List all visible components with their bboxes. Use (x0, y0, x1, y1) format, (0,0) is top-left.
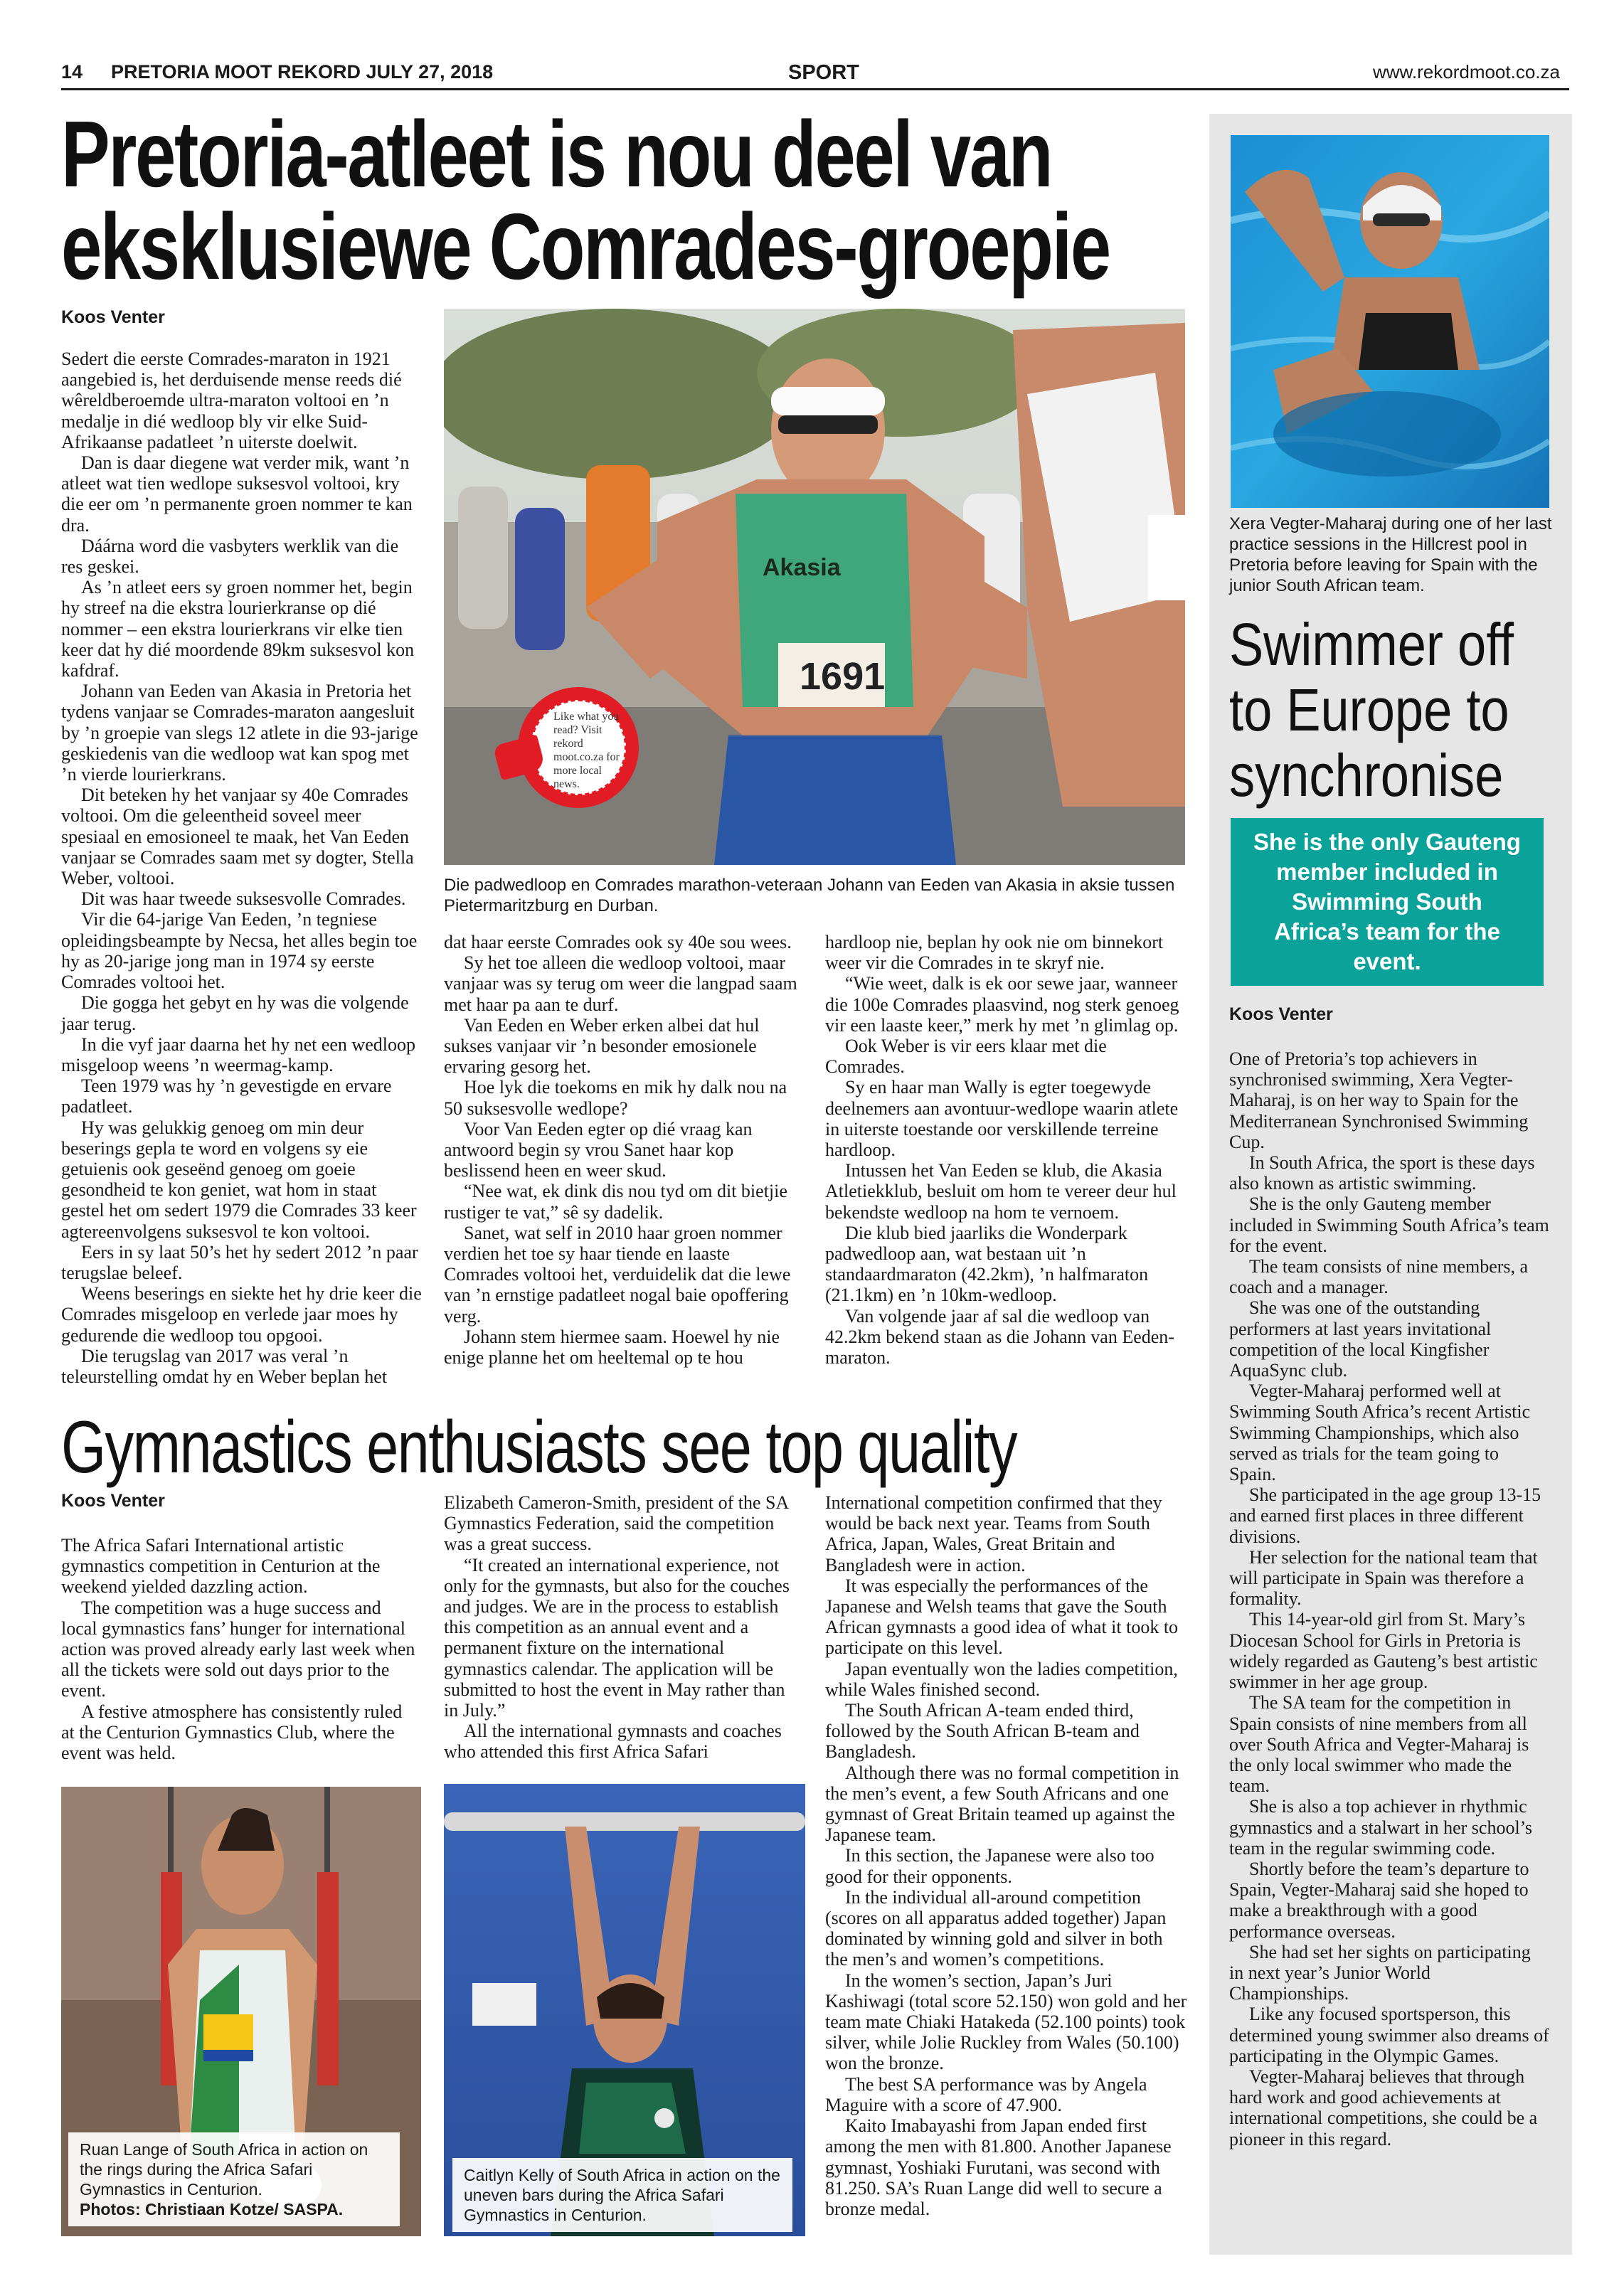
paragraph: Vegter-Maharaj performed well at Swimming South Africa’s recent Artistic Swimming Championships, which also served as trials for the team going to Spain. (1229, 1381, 1531, 1485)
paragraph: Although there was no formal competition in the men’s event, a few South Africans and one gymnast of Great Britain teamed up against the Japanese team. (825, 1762, 1179, 1846)
like-badge[interactable] (518, 687, 639, 808)
paragraph: Dit was haar tweede suksesvolle Comrades. (81, 888, 406, 910)
bars-photo-caption: Caitlyn Kelly of South Africa in action on the uneven bars during the Africa Safari Gymnastics in Centurion. (464, 2166, 780, 2224)
swimmer-headline-line3: synchronise (1229, 742, 1504, 809)
header-rule (61, 88, 1569, 90)
rings-photo-caption: Ruan Lange of South Africa in action on the rings during the Africa Safari Gymnastics in Centurion. (80, 2140, 368, 2199)
paragraph: Vegter-Maharaj believes that through hard work and good achievements at international competitions, she could be a pioneer in this regard. (1229, 2066, 1538, 2149)
paragraph: She was one of the outstanding performers at last years invitational competition of the local Kingfisher AquaSync club. (1229, 1297, 1492, 1381)
swimmer-byline: Koos Venter (1229, 1004, 1333, 1024)
swimmer-headline-line2: to Europe to (1229, 676, 1509, 743)
paragraph: One of Pretoria’s top achievers in synchronised swimming, Xera Vegter-Maharaj, is on her way to Spain for the Mediterranean Synchronised Swimming Cup. (1229, 1048, 1529, 1152)
paragraph: Hy was gelukkig genoeg om min deur beserings gepla te word en volgens sy eie getuienis ook geseënd genoeg om goeie gesondheid te kon geniet, wat hom in staat gestel het om sedert 1979 die Comrades 33 keer agtereenvolgens suksesvol te kon voltooi. (61, 1117, 417, 1242)
paragraph: She is the only Gauteng member included in Swimming South Africa’s team for the event. (1229, 1194, 1549, 1256)
comrades-column-1 (61, 349, 423, 1387)
paragraph: Weens beserings en siekte het hy drie keer die Comrades misgeloop en verlede jaar moes hy gedurende die wedloop tou opgooi. (61, 1283, 422, 1346)
paragraph: Hoe lyk die toekoms en mik hy dalk nou na 50 suksesvolle wedlope? (444, 1077, 787, 1119)
paragraph: The SA team for the competition in Spain consists of nine members from all over South Africa and Vegter-Maharaj is the only local swimmer who made the team. (1229, 1692, 1529, 1797)
comrades-headline-line2: eksklusiewe Comrades-groepie (61, 194, 1110, 299)
swimmer-body (1229, 1048, 1549, 2149)
paragraph: Voor Van Eeden egter op dié vraag kan antwoord begin sy vrou Sanet haar kop beslissend heen en weer skud. (444, 1118, 753, 1181)
paragraph: Sedert die eerste Comrades-maraton in 1921 aangebied is, het derduisende mense reeds dié wêreldberoemde ultra-maraton voltooi en ’n medalje in dié wedloop bly vir elke Suid-Afrikaanse padatleet ’n uiterste doelwit. (61, 349, 402, 452)
swimmer-highlight-box: She is the only Gauteng member included in Swimming South Africa’s team for the event. (1231, 818, 1544, 986)
paragraph: It was especially the performances of the Japanese and Welsh teams that gave the South African gymnasts a good idea of what it took to participate on this level. (825, 1575, 1179, 1659)
paragraph: Japan eventually won the ladies competition, while Wales finished second. (825, 1658, 1178, 1700)
paragraph: In this section, the Japanese were also too good for their opponents. (825, 1845, 1154, 1887)
paragraph: Her selection for the national team that will participate in Spain was therefore a formality. (1229, 1546, 1538, 1610)
paragraph: Ook Weber is vir eers klaar met die Comrades. (825, 1036, 1107, 1078)
paragraph: “Nee wat, ek dink dis nou tyd om dit bietjie rustiger te vat,” sê sy dadelik. (444, 1181, 787, 1223)
runner-club-name: Akasia (763, 554, 841, 581)
paragraph: The team consists of nine members, a coach and a manager. (1229, 1256, 1529, 1298)
paragraph: The competition was a huge success and local gymnastics fans’ hunger for international action was proved already early last week when all the tickets were sold out days prior to the event. (61, 1597, 415, 1701)
photo-credit: Photos: Christiaan Kotze/ SASPA. (80, 2200, 344, 2218)
paragraph: Johann stem hiermee saam. Hoewel hy nie enige planne het om heeltemal op te hou (444, 1326, 780, 1368)
publication-line: PRETORIA MOOT REKORD JULY 27, 2018 (111, 61, 494, 83)
gymnastics-column-3 (825, 1492, 1188, 2219)
paragraph: Dáárna word die vasbyters werklik van die res geskei. (61, 535, 399, 578)
paragraph: Die gogga het gebyt en hy was die volgende jaar terug. (61, 992, 409, 1034)
paragraph: In the individual all-around competition (scores on all apparatus added together) Japan dominated by winning gold and silver in both the men’s and women’s competitions. (825, 1886, 1167, 1970)
paragraph: The Africa Safari International artistic gymnastics competition in Centurion at the weekend yielded dazzling action. (61, 1535, 381, 1598)
paragraph: dat haar eerste Comrades ook sy 40e sou wees. (444, 932, 792, 952)
runner-photo-caption: Die padwedloop en Comrades marathon-veteraan Johann van Eeden van Akasia in aksie tussen Pietermaritzburg en Durban. (444, 876, 1175, 915)
paragraph: Die terugslag van 2017 was veral ’n teleurstelling omdat hy en Weber beplan het (61, 1345, 388, 1387)
paragraph: Intussen het Van Eeden se klub, die Akasia Atletiekklub, besluit om hom te vereer deur hul bekendste wedloop na hom te vernoem. (825, 1160, 1177, 1223)
paragraph: She participated in the age group 13-15 and earned first places in three different divisions. (1229, 1484, 1541, 1547)
paragraph: Johann van Eeden van Akasia in Pretoria het tydens vanjaar se Comrades-maraton aangesluit by ’n groepie van slegs 12 atlete in die 93-jarige geskiedenis van die wedloop wat kan spog met ’n vierde lourierkrans. (61, 681, 418, 785)
paragraph: Van volgende jaar af sal die wedloop van 42.2km bekend staan as die Johann van Eeden-maraton. (825, 1305, 1174, 1368)
paragraph: Sanet, wat self in 2010 haar groen nommer verdien het toe sy haar tiende en laaste Comrades voltooi het, verduidelik dat die lewe van ’n ernstige padatleet nogal baie opoffering verg. (444, 1222, 791, 1327)
paragraph: She had set her sights on participating in next year’s Junior World Championships. (1229, 1941, 1531, 2004)
paragraph: Elizabeth Cameron-Smith, president of the SA Gymnastics Federation, said the competition was a great success. (444, 1492, 788, 1555)
gymnastics-byline: Koos Venter (61, 1491, 165, 1511)
page-number: 14 (61, 61, 83, 83)
paragraph: Dit beteken hy het vanjaar sy 40e Comrades voltooi. Om die geleentheid soveel meer spesiaal en emosioneel te maak, het Van Eeden vanjaar se Comrades saam met sy dogter, Stella Weber, voltooi. (61, 785, 414, 889)
comrades-byline: Koos Venter (61, 307, 165, 327)
comrades-column-3 (825, 932, 1187, 1368)
paragraph: “Wie weet, dalk is ek oor sewe jaar, wanneer die 100e Comrades plaasvind, nog sterk genoeg vir een laaste keer,” merk hy met ’n glimlag op. (825, 973, 1179, 1036)
paragraph: Dan is daar diegene wat verder mik, want ’n atleet wat tien wedlope suksesvol voltooi, kry die eer om ’n permanente groen nommer te kan dra. (61, 452, 413, 536)
website-link[interactable]: www.rekordmoot.co.za (1373, 61, 1560, 83)
paragraph: Van Eeden en Weber erken albei dat hul sukses vanjaar vir ’n besonder emosionele ervaring gesorg het. (444, 1014, 760, 1078)
paragraph: The South African A-team ended third, followed by the South African B-team and Bangladesh. (825, 1700, 1140, 1763)
like-badge-text: Like what you read? Visit rekord moot.co.za for more local news. (553, 711, 620, 790)
gymnastics-column-1 (61, 1535, 417, 1763)
paragraph: Sy het toe alleen die wedloop voltooi, maar vanjaar was sy terug om weer die langpad saam met haar pa aan te durf. (444, 952, 797, 1015)
gymnastics-headline: Gymnastics enthusiasts see top quality (61, 1406, 1016, 1489)
bars-photo-caption-box (452, 2158, 792, 2232)
paragraph: hardloop nie, beplan hy ook nie om binnekort weer vir die Comrades in te skryf nie. (825, 932, 1164, 974)
swimmer-photo-caption: Xera Vegter-Maharaj during one of her last practice sessions in the Hillcrest pool in Pretoria before leaving for Spain with the junior South African team. (1229, 514, 1552, 595)
paragraph: Kaito Imabayashi from Japan ended first among the men with 81.800. Another Japanese gymnast, Yoshiaki Furutani, was second with 81.250. SA’s Ruan Lange did well to secure a bronze medal. (825, 2115, 1172, 2219)
paragraph: She is also a top achiever in rhythmic gymnastics and a stalwart in her school’s team in the regular swimming code. (1229, 1796, 1533, 1859)
section-label: SPORT (788, 61, 859, 84)
comrades-column-2 (444, 932, 800, 1368)
paragraph: All the international gymnasts and coaches who attended this first Africa Safari (444, 1721, 782, 1763)
paragraph: In die vyf jaar daarna het hy net een wedloop misgeloop weens ’n weermag-kamp. (61, 1033, 415, 1075)
paragraph: “It created an international experience, not only for the gymnasts, but also for the couches and judges. We are in the process to establish this competition as an annual event and a permanent fixture on the international gymnastics calendar. The application will be submitted to host the event in May rather than in July.” (444, 1554, 790, 1721)
paragraph: Vir die 64-jarige Van Eeden, ’n tegniese opleidingsbeampte by Necsa, het alles begin toe hy as 20-jarige jong man in 1974 sy eerste Comrades voltooi het. (61, 909, 418, 993)
paragraph: Teen 1979 was hy ’n gevestigde en ervare padatleet. (61, 1075, 392, 1117)
paragraph: As ’n atleet eers sy groen nommer het, begin hy streef na die ekstra lourierkranse op dié nommer – een ekstra lourierkrans vir elke tien keer dat hy dié moordende 89km suksesvol kon kafdraf. (61, 577, 415, 681)
paragraph: Eers in sy laat 50’s het hy sedert 2012 ’n paar terugslae beleef. (61, 1241, 418, 1283)
swimmer-headline-line1: Swimmer off (1229, 611, 1514, 678)
gymnastics-column-2 (444, 1492, 800, 1763)
swimmer-photo (1231, 135, 1549, 508)
paragraph: Sy en haar man Wally is egter toegewyde deelnemers aan avontuur-wedlope waarin atlete in uiterste toestande oor verskillende terreine hardloop. (825, 1077, 1179, 1161)
paragraph: In the women’s section, Japan’s Juri Kashiwagi (total score 52.150) won gold and her team mate Chiaki Hatakeda (52.100 points) took silver, while Jolie Ruckley from Wales (50.100) won the bronze. (825, 1970, 1187, 2074)
paragraph: International competition confirmed that they would be back next year. Teams from South Africa, Japan, Wales, Great Britain and Bangladesh were in action. (825, 1492, 1162, 1575)
paragraph: A festive atmosphere has consistently ruled at the Centurion Gymnastics Club, where the event was held. (61, 1701, 403, 1764)
paragraph: Shortly before the team’s departure to Spain, Vegter-Maharaj said she hoped to make a breakthrough with a good performance overseas. (1229, 1858, 1529, 1942)
rings-photo-caption-box (68, 2132, 400, 2226)
paragraph: Die klub bied jaarliks die Wonderpark padwedloop aan, wat bestaan uit ’n standaardmaraton (42.2km), ’n halfmaraton (21.1km) en ’n 10km-wedloop. (825, 1222, 1149, 1306)
runner-bib-number: 1691 (800, 655, 886, 698)
paragraph: Like any focused sportsperson, this determined young swimmer also dreams of participating in the Olympic Games. (1229, 2004, 1549, 2066)
paragraph: This 14-year-old girl from St. Mary’s Diocesan School for Girls in Pretoria is widely regarded as Gauteng’s best artistic swimmer in her age group. (1229, 1609, 1538, 1693)
paragraph: In South Africa, the sport is these days also known as artistic swimming. (1229, 1152, 1535, 1194)
comrades-headline-line1: Pretoria-atleet is nou deel van (61, 102, 1052, 206)
paragraph: The best SA performance was by Angela Maguire with a score of 47.900. (825, 2073, 1147, 2115)
